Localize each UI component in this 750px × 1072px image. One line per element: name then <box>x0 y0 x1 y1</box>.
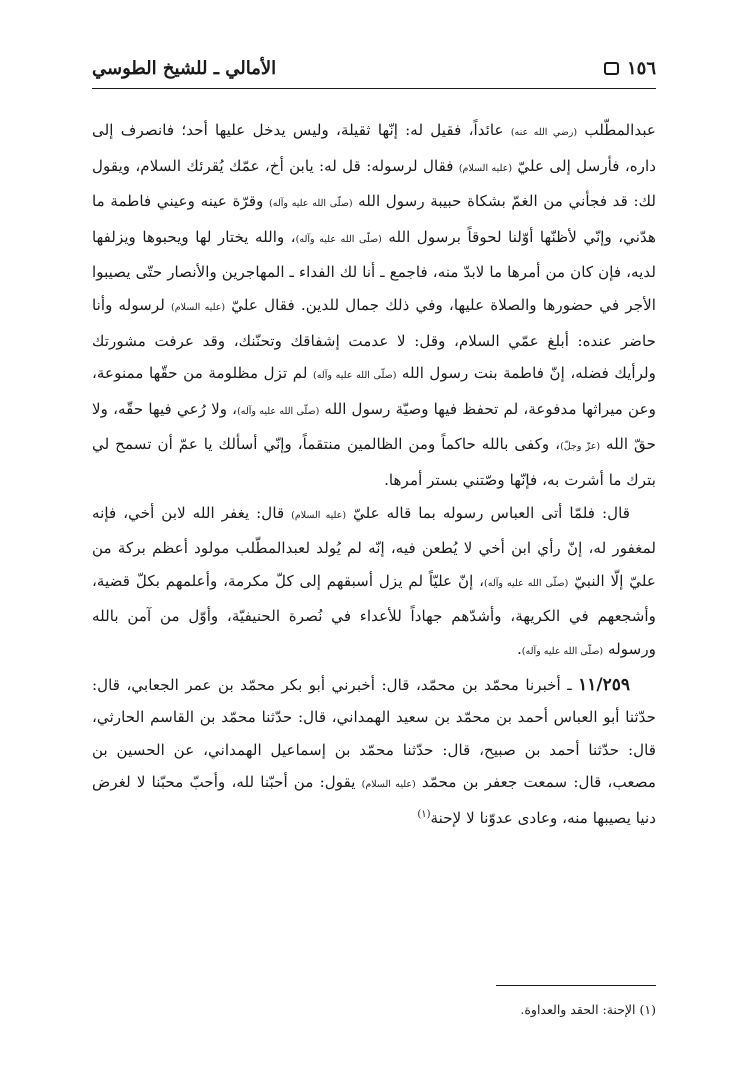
book-title: الأمالي ـ للشيخ الطوسي <box>92 57 277 79</box>
paragraph-2 <box>92 497 656 669</box>
honorific: (عليه السلام) <box>361 779 416 791</box>
header-divider <box>92 88 656 89</box>
page-header <box>92 48 656 88</box>
text-run: فقال لرسوله: قل له: يابن أخ، عمّك يُقرئك السلام، ويقول لك: قد فجأني من الغمّ بشكاة حبيبة رسول الله <box>92 156 656 211</box>
honorific: (عليه السلام) <box>291 509 347 521</box>
honorific: (صلّى الله عليه وآله) <box>521 645 604 657</box>
text-run: لم تزل مظلومة من حقّها ممنوعة، وعن ميراثها مدفوعة، لم تحفظ فيها وصيّة رسول الله <box>92 364 656 418</box>
page-number-group <box>604 58 656 79</box>
text-run: . <box>516 639 522 658</box>
footnote-reference[interactable]: (١) <box>417 808 431 820</box>
footnote: (١) الإحنة: الحقد والعداوة. <box>520 1002 656 1017</box>
text-run: يقول: من أحبّنا لله، وأحبّ محبّنا لا لغرض دنيا يصيبها منه، وعادى عدوّنا لا لإحنة <box>92 773 656 827</box>
honorific: (صلّى الله عليه وآله) <box>269 198 353 210</box>
text-run: قال: يغفر الله لابن أخي، فإنه لمغفور له، إنّ رأي ابن أخي لا يُطعن فيه، إنّه لم يُولد لعبدالمطّلب مولود أعظم بركة من عليّ إلّا النبيّ <box>92 503 656 590</box>
honorific: (صلّى الله عليه وآله) <box>295 233 382 245</box>
honorific: (عليه السلام) <box>171 301 226 313</box>
honorific: (صلّى الله عليه وآله) <box>484 577 569 589</box>
text-run: ـ أخبرنا محمّد بن محمّد، قال: أخبرني أبو بكر محمّد بن عمر الجعابي، قال: حدّثنا أبو العباس أحمد بن محمّد بن سعيد الهمداني، قال: حدّثنا محمّد بن القاسم الحارثي، قال: حدّثنا أحمد بن صبيح، قال: حدّثنا محمّد بن إسماعيل الهمداني، عن الحسين بن مصعب، قال: سمعت جعفر بن محمّد <box>92 675 656 792</box>
text-run: ، إنّ عليّاً لم يزل أسبقهم إلى كلّ مكرمة، وأعلمهم بكلّ قضية، وأشجعهم في الكريهة، وأشدّهم جهاداً للأعداء في نُصرة الحنيفيّة، وأوّل من آمن بالله ورسوله <box>92 571 656 658</box>
honorific: (عليه السلام) <box>458 162 513 174</box>
text-run: عائداً، فقيل له: إنّها ثقيلة، وليس يدخل عليها أحد؛ فانصرف إلى داره، فأرسل إلى عليّ <box>92 121 656 175</box>
text-run: ، والله يختار لها ويحبوها ويزلفها لديه، فإن كان من أمرها ما لابدّ منه، فاجمع ـ أنا لك الفداء ـ المهاجرين والأنصار حتّى يصيبوا الأجر في حضورها والصلاة عليها، وفي ذلك جمال للدين. فقال عليّ <box>92 227 656 314</box>
honorific: (صلّى الله عليه وآله) <box>237 405 320 417</box>
text-run: عبدالمطّلب <box>577 121 656 139</box>
honorific: (رضي الله عنه) <box>510 127 578 138</box>
text-run: ، ولا رُعي فيها حقّه، ولا حقّ الله <box>92 399 657 454</box>
paragraph-3 <box>92 669 656 835</box>
body-text <box>92 114 656 834</box>
text-run: وقرّة عينه وعيني فاطمة ما هدّني، وإنّي لأظنّها أوّلنا لحوقاً برسول الله <box>92 192 656 246</box>
honorific: (صلّى الله عليه وآله) <box>313 370 397 382</box>
honorific: (عزّ وجلّ) <box>560 441 601 453</box>
hadith-number: ١١/٢٥٩ <box>578 674 630 695</box>
text-run: ، وكفى بالله حاكماً ومن الظالمين منتقماً، وإنّي أسألك يا عمّ أن تسمح لي بترك ما أشرت به، فإنّها وصّتني بستر أمرها. <box>92 435 656 489</box>
paragraph-1 <box>92 114 656 497</box>
text-run: قال: فلمّا أتى العباس رسوله بما قاله عليّ <box>346 503 631 522</box>
page-marker-icon <box>604 62 619 75</box>
footnote-divider <box>496 985 656 986</box>
page-number: ١٥٦ <box>626 57 656 79</box>
text-run: لرسوله وأنا حاضر عنده: أبلغ عمّي السلام، وقل: لا عدمت إشفاقك وتحنّنك، وقد عرفت مشورتك ولرأيك فضله، إنّ فاطمة بنت رسول الله <box>92 295 656 383</box>
